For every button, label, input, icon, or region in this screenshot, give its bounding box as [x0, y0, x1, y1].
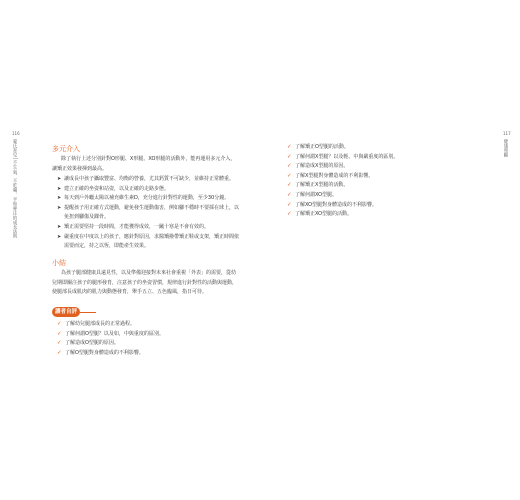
left-checklist: [57, 320, 240, 358]
review-check-item: [287, 162, 487, 172]
intro-bullet-item: [57, 194, 240, 204]
right-checklist: [287, 143, 487, 220]
intro-bullet-list: [57, 175, 240, 252]
checkmark-icon: ✓: [57, 321, 62, 327]
intro-bullet-item-text: 提醒孩子用正確方式運動，避免發生運動傷害，例如腳不穩時不要採在球上，以免扭到腳傷及踝骨。: [64, 204, 240, 221]
arrow-bullet-icon: ➤: [57, 204, 62, 211]
intro-bullet-item: [57, 223, 240, 233]
checkmark-icon: ✓: [287, 191, 292, 198]
right-running-title: 健康照顧: [503, 139, 508, 158]
badge-divider: [80, 312, 96, 313]
review-check-item: [287, 181, 487, 191]
arrow-bullet-icon: ➤: [57, 223, 62, 230]
review-check-item-text: 了解矯正O型腿的活動。: [295, 144, 349, 150]
checkmark-icon: ✓: [287, 172, 292, 179]
review-check-item-text: 了解XO型腿對身體造成的不利影響。: [295, 201, 378, 208]
review-check-item: [287, 172, 487, 182]
intro-bullet-item: [57, 204, 240, 223]
summary-paragraph: 為孩子腿部健康具遠見性，以及準備迎接對未來社會重視「外表」的需要，從幼兒期即關注孩子的腿形發育，注意孩子的坐姿習慣，規律進行針對性的活動與運動，使腿部長成肌肉的肌力與動態發育，舉手五立、五色臨風，指日可待。: [52, 270, 238, 296]
checkmark-icon: ✓: [287, 144, 292, 150]
arrow-bullet-icon: ➤: [57, 233, 62, 240]
left-page-number: 116: [12, 131, 20, 136]
intro-bullet-item: [57, 175, 240, 185]
review-check-item-text: 了解矯正X型腿的活動。: [295, 182, 349, 189]
intro-paragraph: 除了執行上述分別針對O形腿、X形腿、XO形腿的活動外，能再運用多元介入，讓矯正效果發揮到最高。: [52, 156, 236, 172]
review-check-item: [287, 143, 487, 153]
review-check-item: [287, 153, 487, 163]
arrow-bullet-icon: ➤: [57, 185, 62, 192]
intro-bullet-item-text: 讓成長中孩子攝取豐富、均衡的營養，尤其鈣質不可缺少，並維持正常體重。: [64, 176, 235, 182]
right-page-number: 117: [503, 131, 511, 136]
review-check-item-text: 了解何謂X型腿？以及輕、中與嚴重度的區別。: [295, 153, 399, 160]
review-check-item-text: 了解造成X型腿的原因。: [295, 163, 349, 170]
checkmark-icon: ✓: [57, 330, 62, 337]
checkmark-icon: ✓: [57, 349, 62, 356]
intro-heading: 多元介入: [52, 145, 80, 153]
reader-review-badge: 讀者自評: [52, 307, 80, 317]
arrow-bullet-icon: ➤: [57, 176, 62, 182]
summary-heading: 小結: [52, 259, 66, 267]
review-check-item-text: 了解幼兒腿部成長的正常過程。: [65, 321, 136, 327]
checkmark-icon: ✓: [287, 153, 292, 160]
review-check-item: [57, 320, 240, 330]
arrow-bullet-icon: ➤: [57, 195, 62, 202]
intro-bullet-item-text: 建立正確的坐姿和站姿，以及正確的走路步態。: [64, 185, 170, 192]
left-running-title: 蒙氏育兒│不生氣、不吃藥、平和專注的成長法則: [12, 139, 17, 239]
intro-bullet-item: [57, 185, 240, 195]
review-check-item: [57, 330, 240, 340]
review-check-item: [287, 210, 487, 220]
review-check-item-text: 了解何謂XO型腿。: [295, 191, 338, 198]
review-check-item-text: 了解造成O型腿的原因。: [65, 340, 119, 347]
intro-bullet-item-text: 每天到戶外曬太陽以補充維生素D，充分進行針對性的運動，至少30分鐘。: [64, 195, 230, 202]
intro-bullet-item: [57, 233, 240, 252]
review-check-item-text: 了解何謂O型腿？以及如，中與重度的區別。: [65, 330, 164, 337]
checkmark-icon: ✓: [287, 211, 292, 218]
review-check-item-text: 了解矯正XO型腿的活動。: [295, 211, 353, 218]
checkmark-icon: ✓: [287, 182, 292, 189]
checkmark-icon: ✓: [57, 340, 62, 347]
review-check-item-text: 了解X型腿對身體造成的不利影響。: [295, 172, 374, 179]
review-check-item: [287, 201, 487, 211]
checkmark-icon: ✓: [287, 201, 292, 208]
review-check-item: [57, 349, 240, 359]
checkmark-icon: ✓: [287, 163, 292, 170]
review-check-item: [287, 191, 487, 201]
review-check-item-text: 了解O型腿對身體造成的不利影響。: [65, 349, 144, 356]
intro-bullet-item-text: 矯正需要堅持一段時間，才能獲得成效，一蹴十寒是不會有效的。: [64, 223, 210, 230]
review-check-item: [57, 339, 240, 349]
intro-bullet-item-text: 嚴重度在中度以上的孩子，應針對原因，求醫矯撥帶矯正鞋或支架，矯正時間依需要而定，持之以恆，即能產生效果。: [64, 233, 240, 250]
